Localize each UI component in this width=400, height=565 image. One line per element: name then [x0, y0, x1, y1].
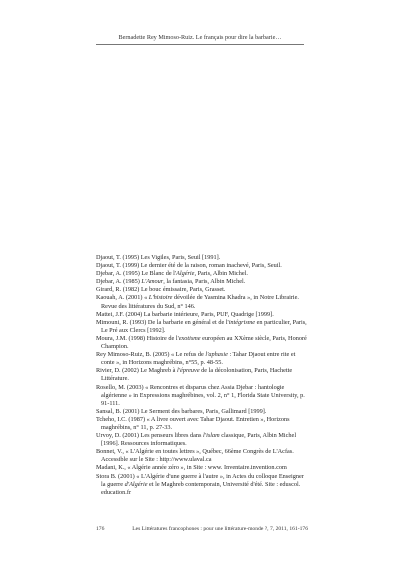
reference-text: Djebar, A. (1985) — [96, 278, 142, 286]
running-head: Bernadette Rey Mimoso-Ruiz. Le français pour dire la barbarie… — [118, 34, 282, 41]
reference-italic-text: l'aphasie — [205, 351, 228, 359]
reference-text: Stora B. (2001) « L'Algérie d'une guerre à l'autre », in Actes du colloque Enseigner la guerre — [96, 472, 304, 488]
reference-entry — [96, 416, 308, 432]
reference-text: Rosello, M. (2003) « Rencontres et disparus chez Assia Djebar : hantologie algérienne » in Expressions maghrébines, vol. 2, n° 1, Florida State University, p. 91-111. — [96, 383, 305, 407]
reference-entry — [96, 254, 308, 262]
reference-text: , Paris, Albin Michel. — [194, 270, 248, 278]
reference-text: Sansal, B. (2001) Le Serment des barbares, Paris, Gallimard [1999]. — [96, 407, 267, 415]
reference-text: Djebar, A. (1995) Le Blanc de l' — [96, 270, 177, 278]
reference-entry — [96, 408, 308, 416]
reference-entry — [96, 464, 308, 472]
reference-text: Bonnet, V., « L'Algérie en toutes lettres », Québec, 66ème Congrès de L'Acfas. Accessible sur le Site : http://www.ulaval.ca — [96, 448, 294, 464]
reference-entry — [96, 335, 308, 351]
reference-text: et le Maghreb contemporain, Université d'été. Site : eduscol. education.fr — [101, 480, 301, 496]
reference-text: classique, Paris, Albin Michel [1996]. Ressources informatiques. — [101, 432, 297, 448]
reference-italic-text: L'histoire — [148, 294, 173, 302]
page-number: 176 — [96, 526, 105, 532]
reference-entry — [96, 448, 308, 464]
reference-text: Tcheho, I.C. (1987) « A livre ouvert avec Tahar Djaout. Entretien », Horizons maghrébins, n° 11, p. 27-33. — [96, 415, 290, 431]
reference-italic-text: L'Amour — [141, 278, 164, 286]
page-footer — [96, 526, 308, 532]
reference-italic-text: d'Algérie — [124, 480, 148, 488]
reference-text: en particulier, Paris, Le Pré aux Clercs [1992]. — [101, 318, 307, 334]
reference-text: européen au XXème siècle, Paris, Honoré Champion. — [101, 334, 307, 351]
reference-entry — [96, 473, 308, 497]
reference-text: Djaout, T. (1999) Le dernier été de la raison, roman inachevé, Paris, Seuil. — [96, 262, 282, 270]
reference-entry — [96, 367, 308, 383]
reference-entry — [96, 270, 308, 278]
reference-text: Madani, K., « Algérie année zéro », in Site : www. Inventaire.invention.com — [96, 464, 287, 472]
reference-entry — [96, 319, 308, 335]
reference-italic-text: l'islam — [203, 432, 220, 440]
reference-italic-text: intégrisme — [228, 318, 256, 326]
reference-text: Rey Mimoso-Ruiz, B. (2005) « Le refus de — [96, 351, 206, 359]
reference-entry — [96, 294, 308, 310]
references-list — [96, 254, 308, 497]
reference-text: Girard, R. (1982) Le bouc émissaire, Paris, Grasset. — [96, 286, 226, 294]
reference-entry — [96, 351, 308, 367]
reference-text: Moura, J.M. (1998) Histoire de l' — [96, 334, 179, 342]
reference-text: de la décolonisation, Paris, Hachette Littérature. — [101, 367, 293, 383]
reference-entry — [96, 384, 308, 408]
journal-citation: Les Littératures francophones : pour une littérature-monde ?, 7, 2011, 161-176 — [132, 526, 308, 532]
reference-italic-text: l'épreuve — [176, 367, 200, 375]
header-rule — [96, 44, 304, 45]
reference-text: Urvoy, D. (2001) Les penseurs libres dans — [96, 432, 204, 440]
reference-text: , la fantasia, Paris, Albin Michel. — [163, 278, 246, 286]
reference-entry — [96, 286, 308, 294]
reference-text: Mimouni, R. (1993) De la barbarie en général et de l' — [96, 318, 229, 326]
reference-text: Mattei, J.F. (2004) La barbarie intérieure, Paris, PUF, Quadrige [1999]. — [96, 310, 274, 318]
reference-entry — [96, 262, 308, 270]
reference-italic-text: exotisme — [178, 334, 201, 342]
reference-text: : Tahar Djaout entre rite et conte », in Horizons maghrébins, n°55, p. 48-55. — [101, 351, 296, 367]
reference-italic-text: Algérie — [176, 270, 195, 278]
reference-entry — [96, 311, 308, 319]
reference-text: Rivier, D. (2002) Le Maghreb à — [96, 367, 177, 375]
reference-entry — [96, 278, 308, 286]
reference-text: dévoilée de Yasmina Khadra », in Notre Librairie. Revue des littératures du Sud, n° 146. — [101, 294, 299, 310]
reference-text: Kaouah, A. (2001) « — [96, 294, 149, 302]
reference-text: Djaout, T. (1995) Les Vigiles, Paris, Seuil [1991]. — [96, 254, 221, 261]
reference-entry — [96, 432, 308, 448]
